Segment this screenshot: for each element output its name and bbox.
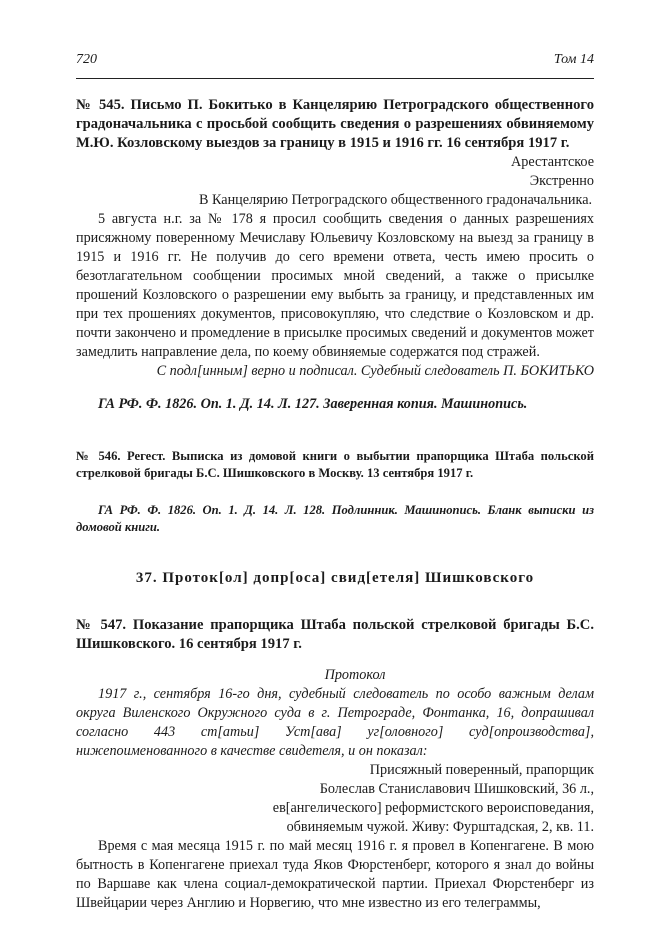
doc-545-title: № 545. Письмо П. Бокитько в Канцелярию Петроградского общественного градоначальника с просьбой сообщить сведения о разрешениях обвиняемому М.Ю. Козловскому выездов за границу в 1915 и 1916 гг. 16 сентября 1917 г.: [76, 97, 594, 151]
witness-line-4: обвиняемым чужой. Живу: Фурштадская, 2, кв. 11.: [286, 819, 594, 835]
doc-545-addressee: В Канцелярию Петроградского общественного градоначальника.: [199, 192, 593, 208]
volume-label: Том 14: [553, 52, 594, 67]
doc-546-title: № 546. Регест. Выписка из домовой книги о выбытии прапорщика Штаба польской стрелковой бригады Б.С. Шишковского в Москву. 13 сентября 1917 г.: [76, 449, 594, 480]
page-content: [76, 96, 594, 913]
doc-547-intro: 1917 г., сентября 16-го дня, судебный следователь по особо важным делам округа Виленского Окружного суда в г. Петрограде, Фонтанка, 16, допрашивал согласно 443 ст[атьи] Уст[ава] уг[оловного] суд[опроизводства], нижепоименованного в качестве свидетеля, и он показал:: [76, 686, 594, 759]
page-header: [76, 52, 594, 68]
witness-line-2: Болеслав Станиславович Шишковский, 36 л.,: [319, 781, 594, 797]
header-rule: [76, 78, 594, 79]
witness-line-3: ев[ангелического] реформистского вероисповедания,: [272, 800, 594, 816]
section-heading: 37. Проток[ол] допр[оса] свид[етеля] Шишковского: [135, 570, 535, 586]
doc-545-mark-arrest: Арестантское: [511, 154, 594, 170]
doc-545-mark-urgent: Экстренно: [529, 173, 594, 189]
doc-547-protocol-label: Протокол: [324, 667, 386, 683]
witness-line-1: Присяжный поверенный, прапорщик: [369, 762, 594, 778]
doc-545-signature: С подл[инным] верно и подписал. Судебный следователь П. БОКИТЬКО: [156, 363, 594, 379]
doc-545-archive: ГА РФ. Ф. 1826. Оп. 1. Д. 14. Л. 127. Заверенная копия. Машинопись.: [98, 396, 528, 412]
doc-546-archive: ГА РФ. Ф. 1826. Оп. 1. Д. 14. Л. 128. Подлинник. Машинопись. Бланк выписки из домовой книги.: [76, 503, 594, 534]
doc-545-body: 5 августа н.г. за № 178 я просил сообщить сведения о данных разрешениях присяжному поверенному Мечиславу Юльевичу Козловскому на выезд за границу в 1915 и 1916 гг. Не получив до сего времени ответа, честь имею просить о безотлагательном сообщении просимых мной сведений, а также о присылке прошений Козловского о разрешении ему выбыть за границу, и представленных им при тех прошениях документов, присовокупляю, что следствие о Козловском и др. почти закончено и промедление в присылке просимых сведений и документов может замедлить направление дела, по коему обвиняемые содержатся под стражей.: [76, 211, 594, 360]
doc-547-testimony: Время с мая месяца 1915 г. по май месяц 1916 г. я провел в Копенгагене. В мою бытность в Копенгагене приехал туда Яков Фюрстенберг, которого я знал до войны по Варшаве как члена социал-демократической партии. Приехал Фюрстенберг из Швейцарии через Англию и Норвегию, что мне известно из его телеграммы,: [76, 838, 594, 911]
page-number: 720: [76, 52, 97, 67]
doc-547-title: № 547. Показание прапорщика Штаба польской стрелковой бригады Б.С. Шишковского. 16 сентября 1917 г.: [76, 617, 594, 652]
